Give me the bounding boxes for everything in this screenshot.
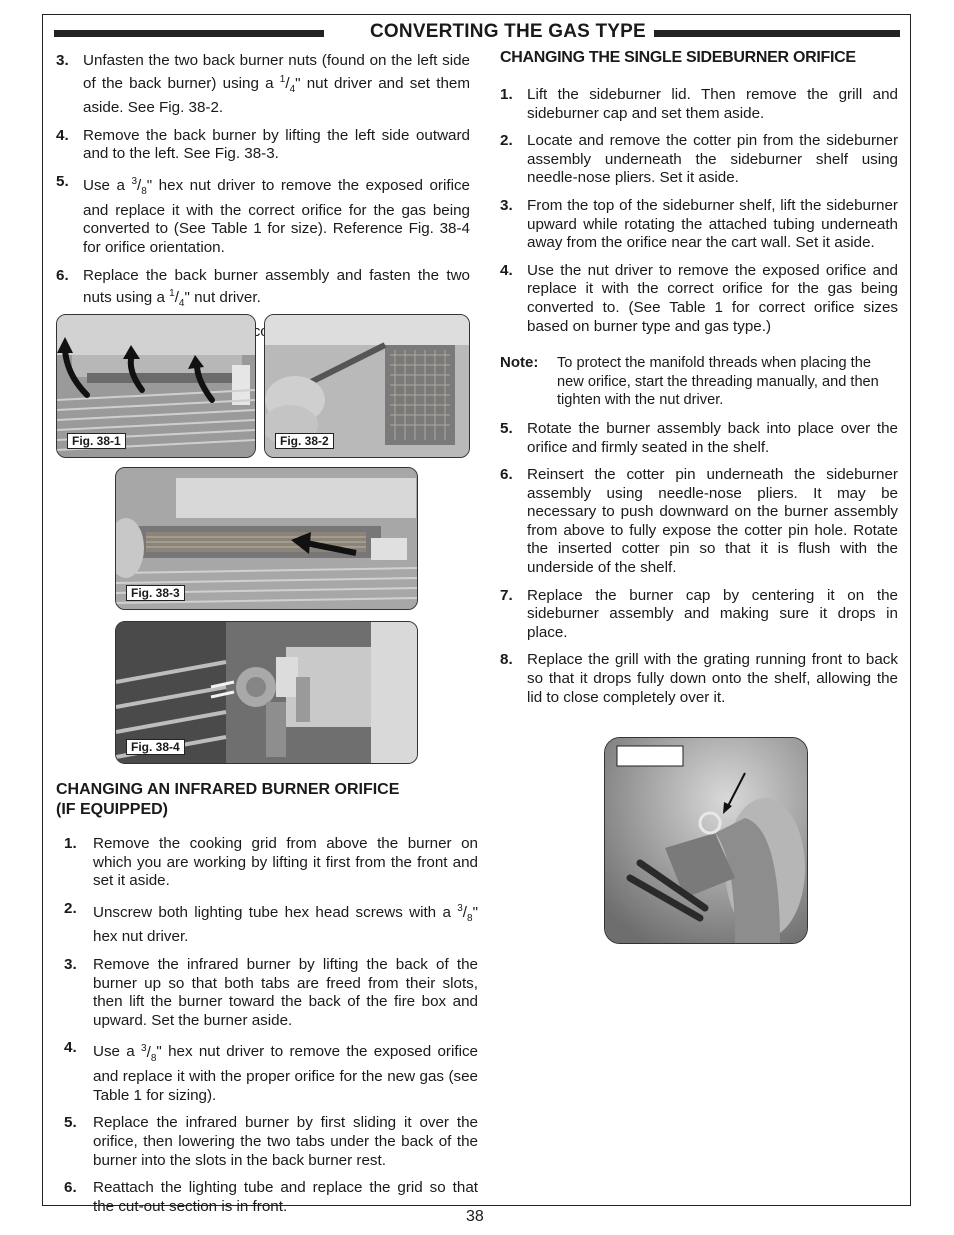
sideburner-section xyxy=(500,48,898,716)
step-item: 5. Replace the infrared burner by first sliding it over the orifice, then lowering the two tabs under the back of the burner into the slots in the back burner rest. xyxy=(64,1114,478,1169)
fraction: $^3/_8$ xyxy=(131,176,147,198)
fraction: $^1/_4$ xyxy=(169,288,185,310)
step-item: 4. Use the nut driver to remove the exposed orifice and replace it with the correct orifice for the gas being converted to. (See Table 1 for correct orifice sizes based on burner type and gas type.) xyxy=(500,261,898,335)
figure-38-2 xyxy=(264,314,470,458)
back-burner-steps xyxy=(56,52,470,341)
page-title: CONVERTING THE GAS TYPE xyxy=(362,21,654,43)
step-item: 3. Unfasten the two back burner nuts (found on the left side of the back burner) using a $^1/_4$" nut driver and set them aside. See Fig. 38-2. xyxy=(56,52,470,117)
step-item: 6. Reinsert the cotter pin underneath the sideburner assembly using needle-nose pliers. It may be necessary to push downward on the burner assembly from above to fully expose the cotter pin hole. Rotate the inserted cotter pin so that it is flush with the underside of the shelf. xyxy=(500,466,898,577)
step-item: 6. Reattach the lighting tube and replace the grid so that the cut-out section is in front. xyxy=(64,1179,478,1215)
infrared-section xyxy=(56,780,478,1225)
header-rule-right xyxy=(640,30,900,37)
header-rule-left xyxy=(54,30,324,37)
infrared-steps xyxy=(56,835,478,1216)
sideburner-steps-continued xyxy=(500,420,898,707)
note: Note: To protect the manifold threads when placing the new orifice, start the threading manually, and then tighten with the nut driver. xyxy=(500,354,879,409)
figure-38-4 xyxy=(115,621,418,764)
sideburner-steps xyxy=(500,86,898,336)
figure-caption: Fig. 38-4 xyxy=(126,739,185,755)
figure-38-1 xyxy=(56,314,256,458)
step-item: 4. Remove the back burner by lifting the left side outward and to the left. See Fig. 38-3. xyxy=(56,126,470,163)
step-item: 3. From the top of the sideburner shelf, lift the sideburner upward while rotating the attached tubing underneath away from the orifice near the cart wall. Set it aside. xyxy=(500,196,898,252)
step-item: 2. Unscrew both lighting tube hex head screws with a $^3/_8$" hex nut driver. xyxy=(64,899,478,946)
fraction: $^3/_8$ xyxy=(457,902,473,924)
step-item: 5. Use a $^3/_8$" hex nut driver to remove the exposed orifice and replace it with the correct orifice for the gas being converted to (See Table 1 for size). Reference Fig. 38-4 for orifice orientation. xyxy=(56,173,470,256)
sideburner-photo-image xyxy=(605,738,807,943)
sideburner-heading: CHANGING THE SINGLE SIDEBURNER ORIFICE xyxy=(500,49,856,66)
fraction: $^3/_8$ xyxy=(141,1042,157,1064)
figure-caption: Fig. 38-3 xyxy=(126,585,185,601)
step-item: 1. Remove the cooking grid from above the burner on which you are working by lifting it first from the front and set it aside. xyxy=(64,835,478,890)
fraction: $^1/_4$ xyxy=(279,73,296,95)
figure-38-3 xyxy=(115,467,418,610)
page-header xyxy=(42,18,911,48)
figure-caption: Fig. 38-2 xyxy=(275,433,334,449)
infrared-heading: CHANGING AN INFRARED BURNER ORIFICE (IF EQUIPPED) xyxy=(56,781,400,818)
step-item: 2. Locate and remove the cotter pin from the sideburner assembly underneath the sideburner shelf using needle-nose pliers. Set it aside. xyxy=(500,132,898,187)
back-burner-section xyxy=(56,52,470,350)
sideburner-photo xyxy=(604,737,808,944)
step-item: 5. Rotate the burner assembly back into place over the orifice and firmly seated in the shelf. xyxy=(500,419,898,456)
step-item: 8. Replace the grill with the grating running front to back so that it drops fully down onto the shelf, allowing the lid to close completely over it. xyxy=(500,651,898,706)
figure-caption: Fig. 38-1 xyxy=(67,433,126,449)
step-item: 6. Replace the back burner assembly and fasten the two nuts using a $^1/_4$" nut driver. xyxy=(56,266,470,310)
step-item: 4. Use a $^3/_8$" hex nut driver to remove the exposed orifice and replace it with the proper orifice for the new gas (see Table 1 for sizing). xyxy=(64,1039,478,1104)
page-number: 38 xyxy=(466,1208,484,1225)
step-item: 7. Replace the burner cap by centering it on the sideburner assembly and making sure it drops in place. xyxy=(500,586,898,641)
step-item: 3. Remove the infrared burner by lifting the back of the burner up so that both tabs are freed from their slots, then lift the burner toward the back of the fire box and upward. Set the burner aside. xyxy=(64,956,478,1029)
step-item: 1. Lift the sideburner lid. Then remove the grill and sideburner cap and set them aside. xyxy=(500,86,898,122)
